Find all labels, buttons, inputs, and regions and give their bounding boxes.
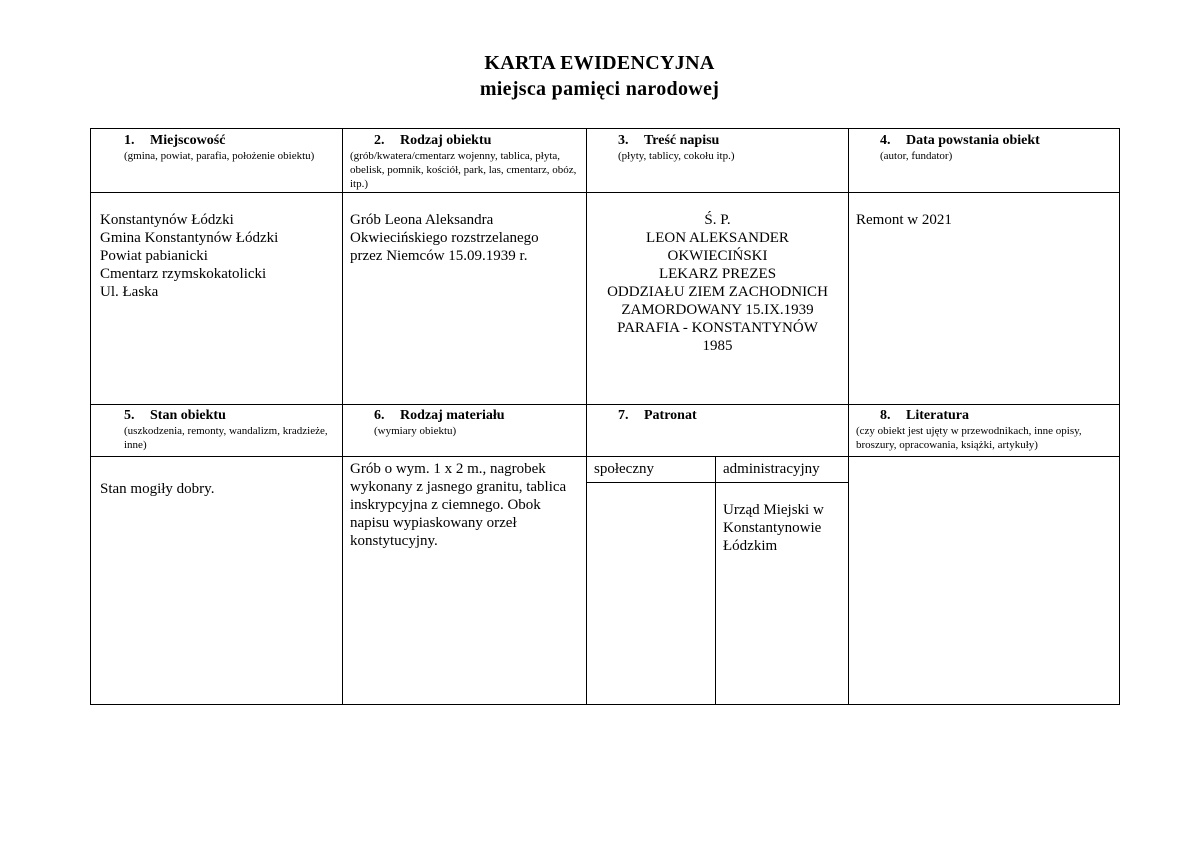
title-subtitle: miejsca pamięci narodowej: [479, 78, 720, 100]
patronage-divider: [715, 456, 716, 704]
header-hint: (uszkodzenia, remonty, wandalizm, kradzieże, inne): [124, 425, 328, 451]
location-line: Ul. Łaska: [100, 284, 159, 300]
inscription-value: [587, 211, 848, 355]
location-line: Powiat pabianicki: [100, 248, 208, 264]
column-divider-1: [342, 129, 343, 704]
row-divider-content1: [91, 404, 1119, 405]
header-material: [350, 407, 582, 438]
header-number: 8.: [880, 408, 891, 423]
location-line: Konstantynów Łódzki: [100, 212, 234, 228]
document-title: [0, 50, 1199, 102]
header-creation-date: [856, 132, 1116, 163]
header-number: 2.: [374, 133, 385, 148]
header-patronage: [594, 407, 844, 424]
inscription-line: Ś. P.: [704, 212, 731, 228]
header-number: 4.: [880, 133, 891, 148]
header-label: Stan obiektu: [150, 408, 226, 423]
condition-value: Stan mogiły dobry.: [100, 481, 215, 497]
header-number: 6.: [374, 408, 385, 423]
creation-date-value: Remont w 2021: [856, 212, 952, 228]
patronage-admin-label: administracyjny: [723, 461, 820, 477]
header-hint: (wymiary obiektu): [374, 425, 457, 437]
row-divider-header2: [91, 456, 1119, 457]
location-line: Cmentarz rzymskokatolicki: [100, 266, 267, 282]
inscription-line: LEON ALEKSANDER: [646, 230, 789, 246]
header-label: Rodzaj materiału: [400, 408, 505, 423]
header-label: Rodzaj obiektu: [400, 133, 492, 148]
header-hint: (płyty, tablicy, cokołu itp.): [618, 150, 735, 162]
material-value: Grób o wym. 1 x 2 m., nagrobek wykonany z jasnego granitu, tablica inskrypcyjna z ciemnego. Obok napisu wypiaskowany orzeł konstytucyjny.: [350, 461, 567, 549]
header-number: 3.: [618, 133, 629, 148]
header-hint: (gmina, powiat, parafia, położenie obiektu): [124, 150, 315, 162]
header-label: Literatura: [906, 408, 969, 423]
header-hint: (grób/kwatera/cmentarz wojenny, tablica, płyta, obelisk, pomnik, kościół, park, las, cmentarz, obóz, itp.): [350, 150, 577, 190]
inscription-line: ODDZIAŁU ZIEM ZACHODNICH: [607, 284, 828, 300]
header-number: 1.: [124, 133, 135, 148]
header-object-type: [350, 132, 582, 191]
object-type-value: Grób Leona Aleksandra Okwiecińskiego rozstrzelanego przez Niemców 15.09.1939 r.: [350, 212, 539, 264]
location-line: Gmina Konstantynów Łódzki: [100, 230, 279, 246]
header-condition: [100, 407, 338, 452]
header-hint: (autor, fundator): [880, 150, 953, 162]
header-label: Treść napisu: [644, 133, 720, 148]
header-number: 7.: [618, 408, 629, 423]
header-label: Patronat: [644, 408, 697, 423]
header-number: 5.: [124, 408, 135, 423]
title-main: KARTA EWIDENCYJNA: [484, 52, 715, 74]
patronage-admin-value: Urząd Miejski w Konstantynowie Łódzkim: [723, 502, 824, 554]
inscription-line: LEKARZ PREZES: [658, 266, 777, 282]
patronage-social-label: społeczny: [594, 461, 654, 477]
column-divider-3: [848, 129, 849, 704]
row-divider-header1: [91, 192, 1119, 193]
record-card-table: [90, 128, 1120, 705]
header-hint: (czy obiekt jest ujęty w przewodnikach, inne opisy, broszury, opracowania, książki, artykuły): [856, 425, 1082, 451]
header-inscription: [594, 132, 844, 163]
inscription-line: 1985: [702, 338, 733, 354]
patronage-header-divider: [586, 482, 848, 483]
header-location: [100, 132, 338, 163]
inscription-line: PARAFIA - KONSTANTYNÓW: [617, 320, 818, 336]
inscription-line: ZAMORDOWANY 15.IX.1939: [621, 302, 814, 318]
header-label: Data powstania obiekt: [906, 133, 1040, 148]
location-value: [100, 211, 338, 301]
header-literature: [856, 407, 1118, 452]
inscription-line: OKWIECIŃSKI: [667, 248, 768, 264]
header-label: Miejscowość: [150, 133, 226, 148]
